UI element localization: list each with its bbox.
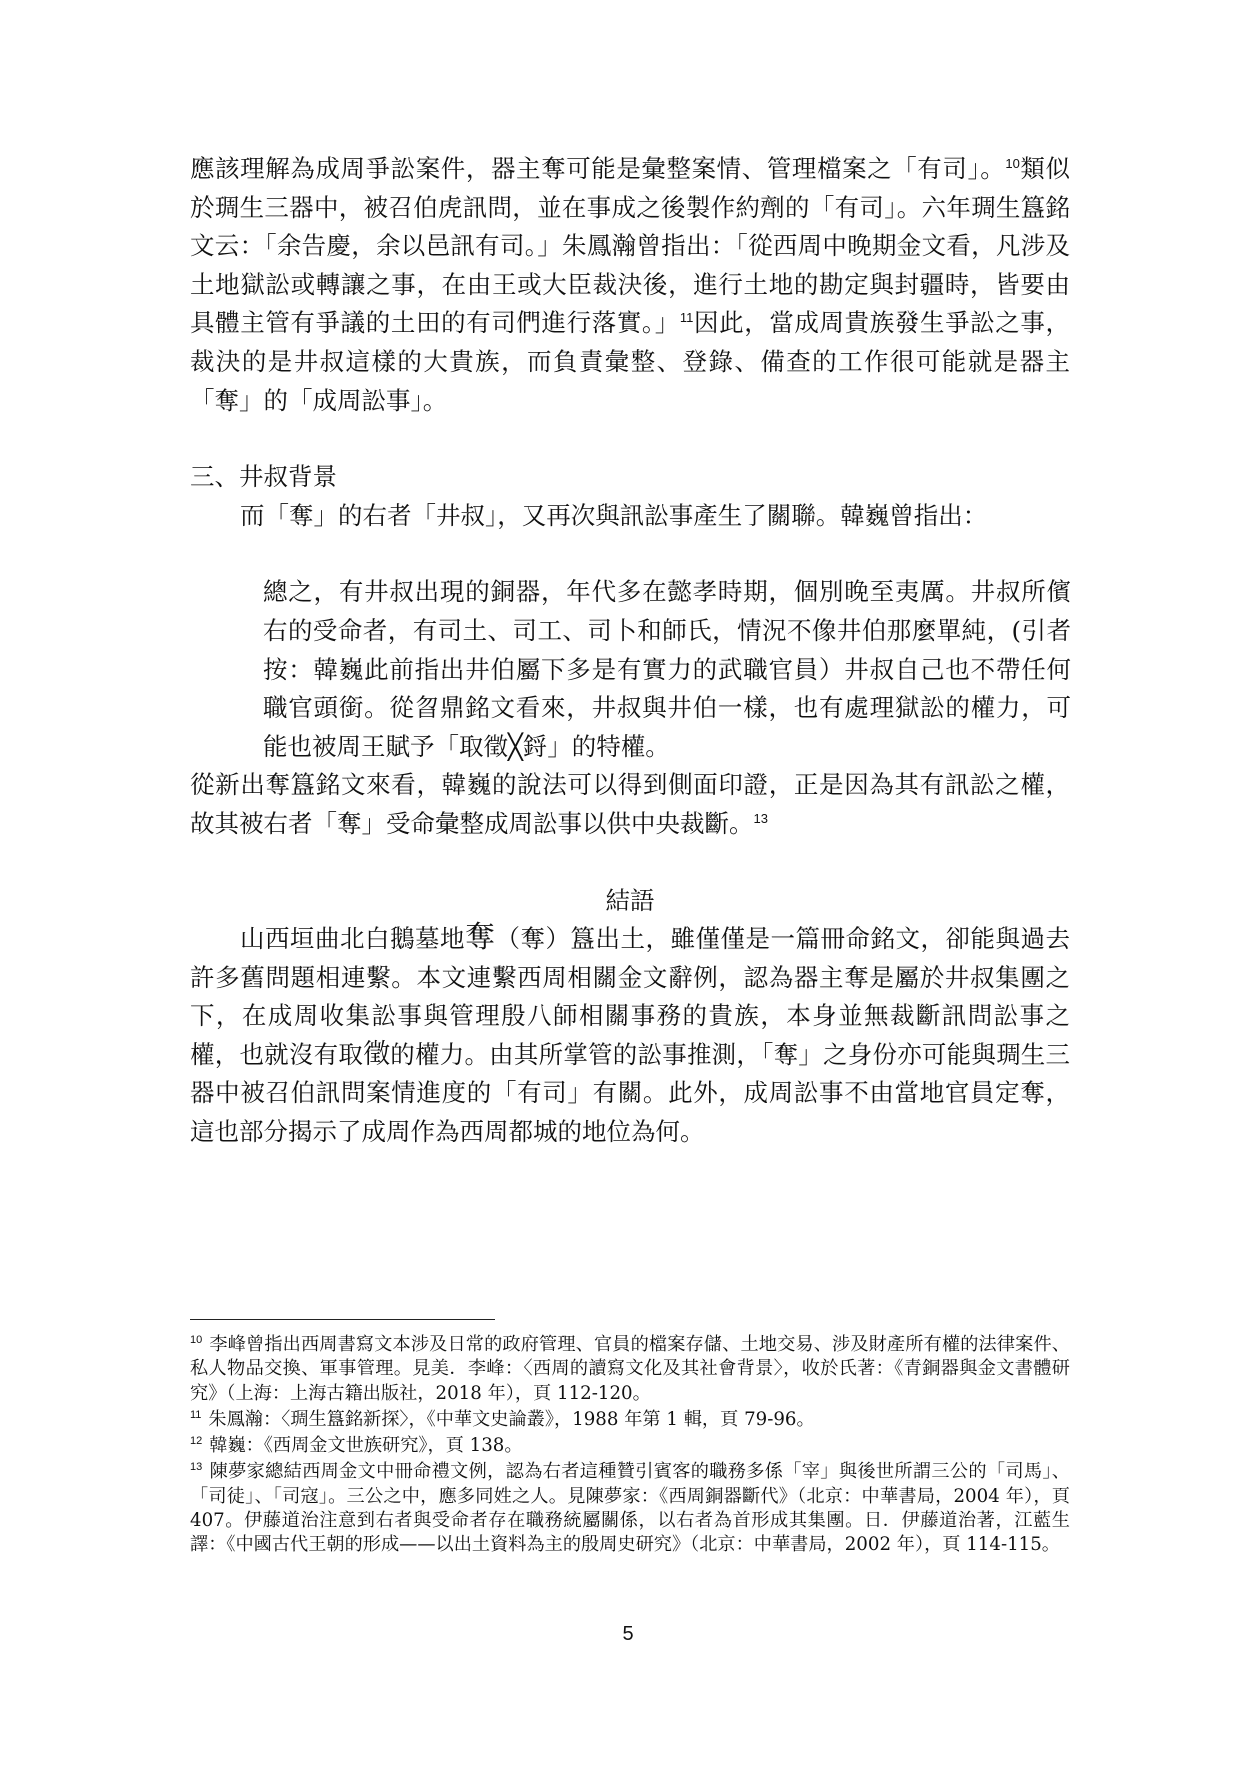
cross-mark-icon: ╳ (508, 731, 523, 761)
footnote-ref-13[interactable]: 13 (753, 810, 768, 826)
footnote-number: 12 (190, 1435, 203, 1448)
page-number: 5 (622, 1623, 634, 1645)
conclusion-paragraph (190, 920, 1070, 1152)
footnote-10 (190, 1333, 1070, 1406)
spacer (190, 420, 1070, 458)
footnote-12 (190, 1434, 1070, 1458)
footnote-text: 韓巍：《西周金文世族研究》，頁 138。 (209, 1435, 523, 1457)
footnote-text: 朱鳳瀚：〈琱生簋銘新探〉，《中華文史論叢》，1988 年第 1 輯，頁 79-96。 (208, 1408, 815, 1430)
footnote-number: 10 (190, 1333, 203, 1346)
text: 鋝」的特權。 (522, 731, 670, 761)
footnote-ref-11[interactable]: 11 (679, 310, 694, 326)
text: 山西垣曲北白鵝墓地 (240, 924, 465, 954)
spacer (190, 535, 1070, 573)
section-heading: 三、井叔背景 (190, 462, 337, 492)
text: 類似於琱生三器中，被召伯虎訊問，並在事成之後製作約劑的「有司」。六年琱生簋銘文云：「余告慶，余以邑訊有司。」朱鳳瀚曾指出：「從西周中晚期金文看，凡涉及土地獄訟或轉讓之事，在由王或大臣裁決後，進行土地的勘定與封疆時，皆要由具體主管有爭議的土田的有司們進行落實。」 (190, 154, 1071, 338)
conclusion-heading: 結語 (605, 885, 655, 915)
footnote-number: 13 (190, 1461, 203, 1474)
footnote-text: 李峰曾指出西周書寫文本涉及日常的政府管理、官員的檔案存儲、土地交易、涉及財產所有權的法律案件、私人物品交換、軍事管理。見美．李峰：〈西周的讀寫文化及其社會背景〉，收於氏著：《青銅器與金文書體研究》（上海：上海古籍出版社，2018 年），頁 112-120。 (190, 1334, 1070, 1404)
paragraph-3 (190, 766, 1070, 843)
footnote-13 (190, 1460, 1070, 1557)
text: 從新出奪簋銘文來看，韓巍的說法可以得到側面印證，正是因為其有訊訟之權，故其被右者「奪」受命彙整成周訟事以供中央裁斷。 (190, 770, 1070, 838)
ancient-character-glyph: 奪 (465, 920, 496, 956)
footnote-number: 11 (190, 1408, 202, 1421)
text: 應該理解為成周爭訟案件，器主奪可能是彙整案情、管理檔案之「有司」。 (190, 154, 1006, 183)
text: 的權力。由其所掌管的訟事推測，「奪」之身份亦可能與琱生三器中被召伯訊問案情進度的「有司」有關。此外，成周訟事不由當地官員定奪，這也部分揭示了成周作為西周都城的地位為何。 (190, 1039, 1071, 1147)
ancient-character-glyph: 徵 (363, 1038, 391, 1070)
footnote-ref-10[interactable]: 10 (1005, 155, 1020, 171)
footnote-text: 陳夢家總結西周金文中冊命禮文例，認為右者這種贊引賓客的職務多係「宰」與後世所謂三公的「司馬」、「司徒」、「司寇」。三公之中，應多同姓之人。見陳夢家：《西周銅器斷代》（北京：中華書局，2004 年），頁 407。伊藤道治注意到右者與受命者存在職務統屬關係，以右者為首形成其集團。日．伊藤道治著，江藍生譯：《中國古代王朝的形成——以出土資料為主的殷周史研究》（北京：中華書局，2002 年），頁 114-115。 (190, 1461, 1070, 1556)
paragraph-1 (190, 150, 1070, 420)
footnotes (190, 1333, 1070, 1560)
text: 總之，有井叔出現的銅器，年代多在懿孝時期，個別晚至夷厲。井叔所儐右的受命者，有司土、司工、司卜和師氏，情況不像井伯那麼單純，(引者按：韓巍此前指出井伯屬下多是有實力的武職官員）井叔自己也不帶任何職官頭銜。從曶鼎銘文看來，井叔與井伯一樣，也有處理獄訟的權力，可能也被周王賦予「取徵 (263, 577, 1071, 761)
footnote-divider (190, 1319, 495, 1320)
block-quote (263, 573, 1071, 766)
spacer (190, 844, 1070, 882)
page-body (190, 150, 1070, 1152)
text: 因此，當成周貴族發生爭訟之事，裁決的是井叔這樣的大貴族，而負責彙整、登錄、備查的工作很可能就是器主「奪」的「成周訟事」。 (190, 308, 1070, 415)
text: （奪）簋出土，雖僅僅是一篇冊命銘文，卻能與過去許多舊問題相連繫。本文連繫西周相關金文辭例，認為器主奪是屬於井叔集團之下，在成周收集訟事與管理殷八師相關事務的貴族，本身並無裁斷訊問訟事之權，也就沒有取 (190, 924, 1070, 1069)
footnote-11 (190, 1408, 1070, 1432)
section-intro: 而「奪」的右者「井叔」，又再次與訊訟事產生了關聯。韓巍曾指出： (240, 500, 988, 530)
